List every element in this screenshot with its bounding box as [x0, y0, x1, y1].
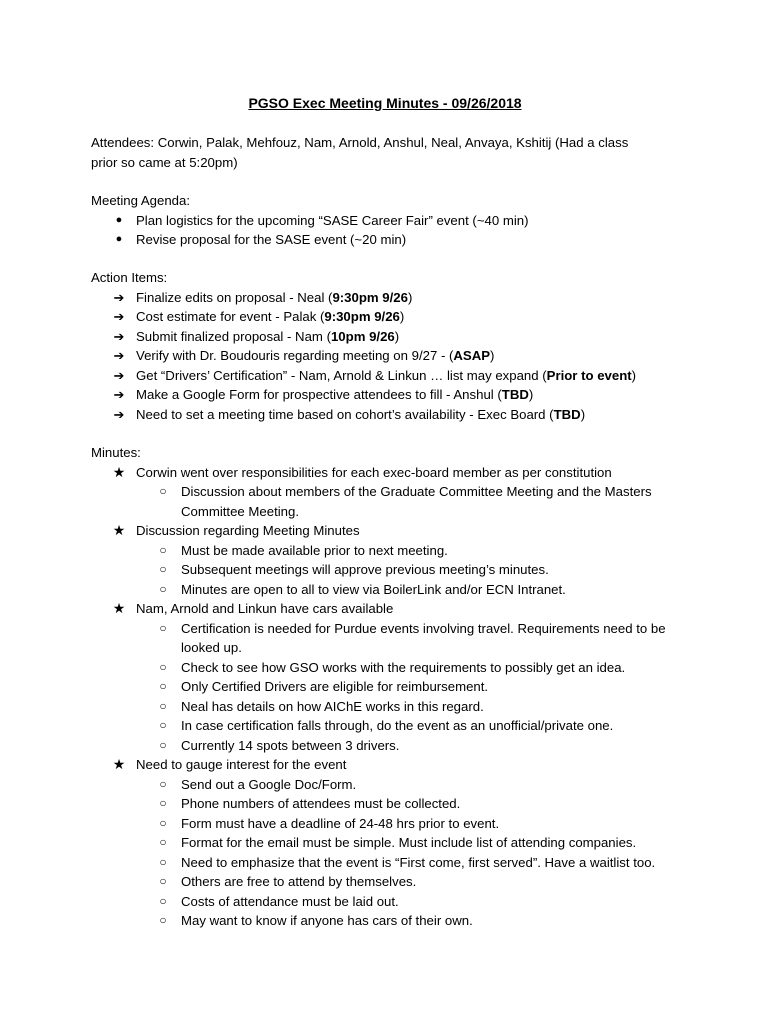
minutes-point — [91, 677, 691, 697]
minutes-point-text: Format for the email must be simple. Must include list of attending companies. — [181, 835, 637, 850]
agenda-item-text: Plan logistics for the upcoming “SASE Career Fair” event (~40 min) — [136, 212, 529, 228]
attendees-line-1: Attendees: Corwin, Palak, Mehfouz, Nam, Arnold, Anshul, Neal, Anvaya, Kshitij (Had a class — [91, 135, 629, 150]
arrow-right-icon: ➔ — [113, 309, 125, 324]
action-item-text: Get “Drivers’ Certification” - Nam, Arnold & Linkun … list may expand ( — [136, 367, 547, 383]
minutes-point-text: Check to see how GSO works with the requirements to possibly get an idea. — [181, 659, 626, 675]
arrow-right-icon: ➔ — [113, 289, 125, 305]
action-item-end: ) — [631, 367, 637, 383]
action-item-end: ) — [394, 328, 400, 344]
agenda-section — [91, 191, 691, 250]
action-item-text: Finalize edits on proposal - Neal ( — [136, 289, 333, 305]
action-items-section — [91, 268, 691, 424]
hollow-circle-icon: ○ — [159, 737, 167, 752]
action-item-deadline: Prior to event — [546, 367, 632, 383]
action-item-text: Make a Google Form for prospective attendees to fill - Anshul ( — [136, 387, 502, 402]
hollow-circle-icon: ○ — [159, 893, 167, 908]
minutes-topic-text: Discussion regarding Meeting Minutes — [136, 523, 360, 538]
arrow-right-icon: ➔ — [113, 328, 125, 344]
action-item-end: ) — [580, 406, 586, 422]
minutes-point-text: Subsequent meetings will approve previous meeting’s minutes. — [181, 562, 549, 577]
hollow-circle-icon: ○ — [159, 913, 167, 927]
hollow-circle-icon: ○ — [159, 835, 167, 849]
action-item-deadline: 10pm 9/26 — [330, 328, 395, 344]
minutes-point — [91, 814, 691, 834]
hollow-circle-icon: ○ — [159, 679, 167, 693]
minutes-topic-text: Need to gauge interest for the event — [136, 757, 347, 772]
hollow-circle-icon: ○ — [159, 776, 167, 791]
agenda-heading: Meeting Agenda: — [91, 193, 190, 208]
minutes-topic-text: Corwin went over responsibilities for each exec-board member as per constitution — [136, 464, 612, 480]
minutes-topic — [91, 599, 691, 619]
action-item — [91, 327, 691, 347]
action-item-end: ) — [407, 289, 413, 305]
star-icon: ★ — [112, 463, 126, 480]
minutes-point-text: May want to know if anyone has cars of their own. — [181, 913, 473, 928]
minutes-point-text: Discussion about members of the Graduate Committee Meeting and the Masters Committee Meeting. — [181, 484, 652, 519]
action-item — [91, 366, 691, 386]
action-item — [91, 288, 691, 308]
hollow-circle-icon: ○ — [159, 718, 167, 732]
minutes-section — [91, 443, 691, 931]
minutes-topic — [91, 463, 691, 483]
hollow-circle-icon: ○ — [159, 542, 167, 557]
action-item-deadline: ASAP — [453, 348, 491, 363]
action-item — [91, 385, 691, 405]
minutes-topic-text: Nam, Arnold and Linkun have cars available — [136, 601, 394, 616]
minutes-topic — [91, 521, 691, 541]
arrow-right-icon: ➔ — [113, 406, 125, 422]
bullet-icon: ● — [115, 213, 123, 226]
minutes-point — [91, 736, 691, 756]
action-item-text: Verify with Dr. Boudouris regarding meeting on 9/27 - ( — [136, 348, 454, 363]
action-item-end: ) — [399, 309, 405, 324]
hollow-circle-icon: ○ — [159, 698, 167, 713]
attendees-line-2: prior so came at 5:20pm) — [91, 154, 238, 170]
minutes-heading: Minutes: — [91, 445, 141, 460]
minutes-point — [91, 560, 691, 580]
star-icon: ★ — [112, 600, 126, 616]
minutes-point — [91, 794, 691, 814]
hollow-circle-icon: ○ — [159, 796, 167, 810]
minutes-point-text: Others are free to attend by themselves. — [181, 874, 417, 889]
document-title: PGSO Exec Meeting Minutes - 09/26/2018 — [248, 95, 522, 111]
agenda-item — [91, 211, 691, 231]
arrow-right-icon: ➔ — [113, 348, 125, 363]
star-icon: ★ — [112, 756, 126, 772]
minutes-point-text: Minutes are open to all to view via BoilerLink and/or ECN Intranet. — [181, 581, 566, 597]
minutes-point — [91, 775, 691, 795]
minutes-point — [91, 911, 691, 931]
agenda-item-text: Revise proposal for the SASE event (~20 min) — [136, 232, 407, 247]
hollow-circle-icon: ○ — [159, 581, 167, 596]
minutes-point — [91, 619, 676, 658]
minutes-point — [91, 833, 691, 853]
minutes-point — [91, 872, 691, 892]
hollow-circle-icon: ○ — [159, 562, 167, 576]
minutes-point — [91, 482, 676, 521]
action-item-text: Cost estimate for event - Palak ( — [136, 309, 325, 324]
minutes-point-text: Must be made available prior to next meeting. — [181, 542, 448, 558]
action-item-text: Submit finalized proposal - Nam ( — [136, 328, 331, 344]
minutes-point-text: Send out a Google Doc/Form. — [181, 776, 357, 792]
action-item-deadline: TBD — [553, 406, 581, 422]
arrow-right-icon: ➔ — [113, 387, 125, 402]
minutes-point-text: Phone numbers of attendees must be collected. — [181, 796, 461, 811]
arrow-right-icon: ➔ — [113, 367, 125, 383]
minutes-point-text: Currently 14 spots between 3 drivers. — [181, 737, 400, 753]
minutes-point — [91, 658, 691, 678]
action-items-heading: Action Items: — [91, 270, 168, 285]
action-item-deadline: 9:30pm 9/26 — [332, 289, 408, 305]
minutes-point-text: Form must have a deadline of 24-48 hrs prior to event. — [181, 815, 500, 831]
minutes-point-text: Only Certified Drivers are eligible for reimbursement. — [181, 679, 489, 694]
minutes-point-text: In case certification falls through, do the event as an unofficial/private one. — [181, 718, 614, 733]
minutes-point — [91, 541, 691, 561]
action-item — [91, 307, 691, 327]
minutes-point-text: Certification is needed for Purdue events involving travel. Requirements need to be looked up. — [181, 620, 666, 655]
agenda-item — [91, 230, 691, 250]
minutes-point — [91, 697, 691, 717]
action-item-text: Need to set a meeting time based on cohort’s availability - Exec Board ( — [136, 406, 554, 422]
attendees-paragraph — [91, 133, 691, 172]
minutes-point-text: Need to emphasize that the event is “First come, first served”. Have a waitlist too. — [181, 854, 656, 870]
minutes-point-text: Neal has details on how AIChE works in this regard. — [181, 698, 484, 714]
hollow-circle-icon: ○ — [159, 815, 167, 830]
action-item — [91, 405, 691, 425]
hollow-circle-icon: ○ — [159, 874, 167, 888]
hollow-circle-icon: ○ — [159, 620, 167, 635]
minutes-point — [91, 892, 691, 912]
minutes-point — [91, 853, 691, 873]
minutes-point-text: Costs of attendance must be laid out. — [181, 893, 399, 909]
bullet-icon: ● — [115, 233, 123, 245]
action-item-deadline: 9:30pm 9/26 — [324, 309, 400, 324]
hollow-circle-icon: ○ — [159, 854, 167, 869]
hollow-circle-icon: ○ — [159, 659, 167, 674]
action-item — [91, 346, 691, 366]
hollow-circle-icon: ○ — [159, 484, 167, 498]
action-item-end: ) — [528, 387, 534, 402]
action-item-deadline: TBD — [501, 387, 529, 402]
minutes-topic — [91, 755, 691, 775]
minutes-point — [91, 716, 691, 736]
minutes-point — [91, 580, 691, 600]
action-item-end: ) — [490, 348, 495, 363]
star-icon: ★ — [112, 522, 126, 538]
